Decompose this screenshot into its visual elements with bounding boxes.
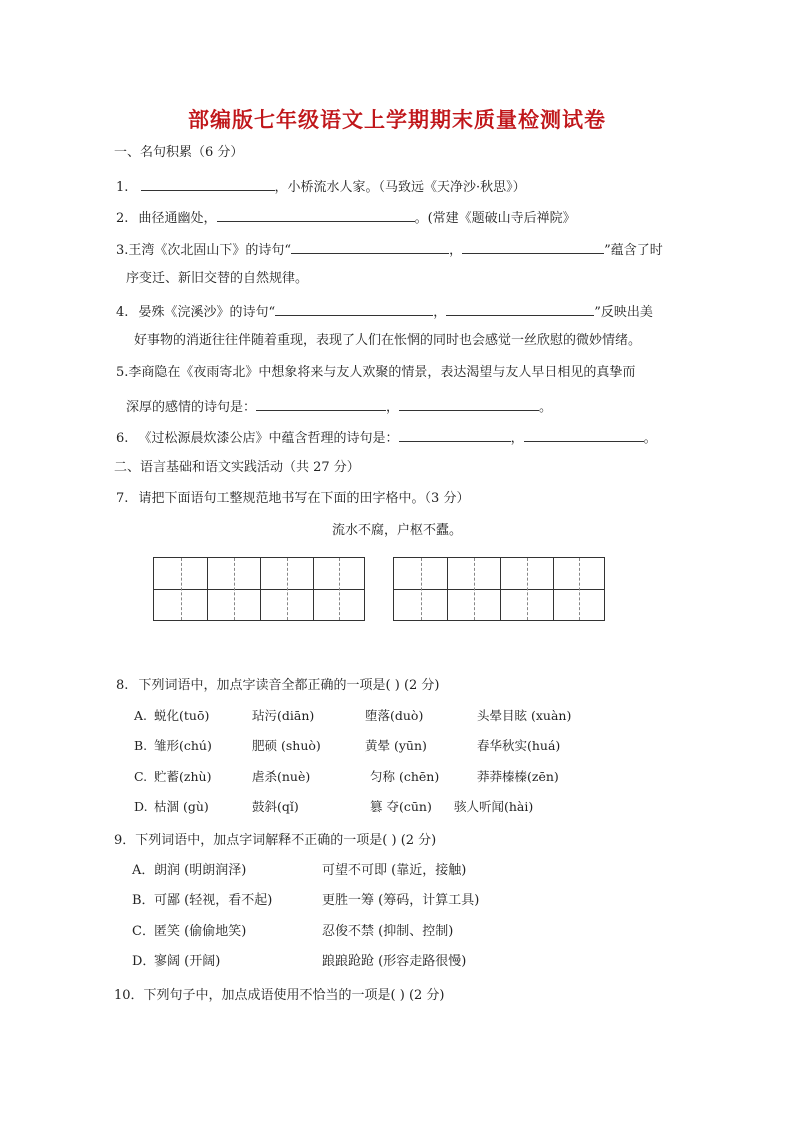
- question-number: 6.: [116, 431, 129, 446]
- grid-guide: [579, 558, 580, 620]
- option-item: 忍俊不禁 (抑制、控制): [322, 924, 454, 939]
- option-item: 可鄙 (轻视，看不起): [154, 893, 273, 908]
- question-text: 。(常建《题破山寺后禅院》: [414, 211, 576, 226]
- option-item: 朗润 (明朗润泽): [154, 863, 247, 878]
- answer-blank[interactable]: [256, 396, 386, 411]
- grid-cell[interactable]: [447, 558, 501, 620]
- answer-blank[interactable]: [399, 427, 511, 442]
- section-2-heading: 二、语言基础和语文实践活动（共 27 分）: [114, 460, 360, 475]
- option-item: 黄晕 (yūn): [365, 738, 427, 753]
- option-item: 篡 夺(cūn): [370, 799, 432, 814]
- option-b[interactable]: [132, 892, 480, 910]
- answer-blank[interactable]: [217, 207, 415, 222]
- option-label: C.: [134, 769, 148, 784]
- option-label: A．: [132, 863, 155, 878]
- option-item: 骇人听闻(hài): [454, 799, 534, 814]
- answer-blank[interactable]: [524, 427, 644, 442]
- option-item: 匀称 (chēn): [370, 769, 440, 784]
- option-item: 蜕化(tuō): [154, 708, 210, 723]
- option-item: 鼓斜(qǐ): [252, 799, 299, 814]
- question-text: 下列句子中，加点成语使用不恰当的一项是( ) (2 分): [143, 988, 445, 1003]
- question-number: 1.: [116, 180, 129, 195]
- option-label: B.: [134, 738, 148, 753]
- grid-cell[interactable]: [394, 558, 448, 620]
- question-text: ”反映出美: [594, 305, 653, 320]
- question-text: ”蕴含了时: [604, 243, 663, 258]
- question-text: 下列词语中，加点字词解释不正确的一项是( ) (2 分): [135, 833, 437, 848]
- option-item: 可望不可即 (靠近，接触): [322, 863, 467, 878]
- question-text: 曲径通幽处，: [138, 211, 217, 226]
- option-item: 玷污(diān): [252, 708, 315, 723]
- question-8: [116, 677, 440, 695]
- writing-grid-left[interactable]: [153, 557, 365, 621]
- option-label: B．: [132, 893, 155, 908]
- question-2: [116, 207, 576, 228]
- question-4-continued: 好事物的消逝往往伴随着重现，表现了人们在怅惘的同时也会感觉一丝欣慰的微妙情绪。: [134, 333, 642, 348]
- question-3: [116, 239, 663, 260]
- comma: ，: [386, 400, 400, 415]
- writing-grid-right[interactable]: [393, 557, 605, 621]
- grid-cell[interactable]: [313, 558, 364, 620]
- option-item: 肥硕 (shuò): [252, 738, 321, 753]
- grid-guide: [527, 558, 528, 620]
- answer-blank[interactable]: [275, 301, 433, 316]
- question-7: [116, 490, 469, 508]
- option-c[interactable]: [132, 923, 454, 941]
- answer-blank[interactable]: [399, 396, 539, 411]
- option-item: 堕落(duò): [365, 708, 424, 723]
- option-item: 寥阔 (开阔): [154, 954, 221, 969]
- answer-blank[interactable]: [462, 239, 604, 254]
- question-9: [114, 832, 436, 850]
- answer-blank[interactable]: [141, 176, 275, 191]
- question-5: 5.李商隐在《夜雨寄北》中想象将来与友人欢聚的情景，表达渴望与友人早日相见的真挚而: [116, 365, 636, 380]
- question-6: [116, 427, 657, 448]
- grid-guide: [181, 558, 182, 620]
- option-c[interactable]: [134, 768, 559, 786]
- grid-cell[interactable]: [260, 558, 314, 620]
- question-number: 10．: [114, 988, 144, 1003]
- option-item: 枯涸 (gù): [154, 799, 209, 814]
- answer-blank[interactable]: [291, 239, 449, 254]
- question-text: 下列词语中，加点字读音全都正确的一项是( ) (2 分): [138, 678, 440, 693]
- period: 。: [539, 400, 553, 415]
- option-item: 匿笑 (偷偷地笑): [154, 924, 247, 939]
- option-label: D．: [132, 954, 156, 969]
- grid-guide: [474, 558, 475, 620]
- option-label: D.: [134, 799, 148, 814]
- option-label: A.: [134, 708, 148, 723]
- grid-guide: [339, 558, 340, 620]
- question-4: [116, 301, 653, 322]
- option-b[interactable]: [134, 737, 561, 755]
- grid-guide: [234, 558, 235, 620]
- option-item: 春华秋实(huá): [477, 738, 561, 753]
- grid-cell[interactable]: [500, 558, 554, 620]
- question-number: 9．: [114, 833, 136, 848]
- grid-guide: [421, 558, 422, 620]
- comma: ，: [449, 243, 463, 258]
- option-item: 虐杀(nuè): [252, 769, 311, 784]
- question-number: 7.: [116, 491, 129, 506]
- option-item: 雏形(chú): [154, 738, 212, 753]
- question-text: 3.王湾《次北固山下》的诗句“: [116, 243, 292, 258]
- grid-cell[interactable]: [553, 558, 604, 620]
- question-text: ，小桥流水人家。（马致远《天净沙·秋思》）: [274, 180, 526, 195]
- copy-sentence: 流水不腐，户枢不蠹。: [332, 523, 463, 538]
- comma: ，: [433, 305, 447, 320]
- option-a[interactable]: [134, 707, 572, 725]
- question-number: 2.: [116, 211, 129, 226]
- option-item: 贮蓄(zhù): [154, 769, 212, 784]
- option-d[interactable]: [132, 953, 467, 971]
- grid-guide: [287, 558, 288, 620]
- grid-cell[interactable]: [207, 558, 261, 620]
- section-1-heading: 一、名句积累（6 分）: [114, 145, 244, 160]
- question-5-continued: [126, 396, 552, 417]
- answer-blank[interactable]: [446, 301, 594, 316]
- grid-cell[interactable]: [154, 558, 208, 620]
- option-item: 头晕目眩 (xuàn): [477, 708, 572, 723]
- option-item: 莽莽榛榛(zēn): [477, 769, 559, 784]
- question-text: 深厚的感情的诗句是：: [126, 400, 257, 415]
- option-item: 更胜一筹 (筹码，计算工具): [322, 893, 480, 908]
- question-text: 请把下面语句工整规范地书写在下面的田字格中。（3 分）: [138, 491, 470, 506]
- option-d[interactable]: [134, 798, 534, 816]
- question-1: [116, 176, 526, 197]
- option-item: 踉踉跄跄 (形容走路很慢): [322, 954, 467, 969]
- question-3-continued: 序变迁、新旧交替的自然规律。: [126, 271, 309, 286]
- option-a[interactable]: [132, 862, 467, 880]
- page-title: 部编版七年级语文上学期期末质量检测试卷: [188, 107, 606, 132]
- comma: ，: [510, 431, 524, 446]
- question-number: 8.: [116, 678, 129, 693]
- question-text: 晏殊《浣溪沙》的诗句“: [138, 305, 276, 320]
- question-number: 4.: [116, 305, 129, 320]
- question-10: [114, 987, 445, 1005]
- question-text: 《过松源晨炊漆公店》中蕴含哲理的诗句是：: [138, 431, 399, 446]
- period: 。: [643, 431, 657, 446]
- option-label: C．: [132, 924, 155, 939]
